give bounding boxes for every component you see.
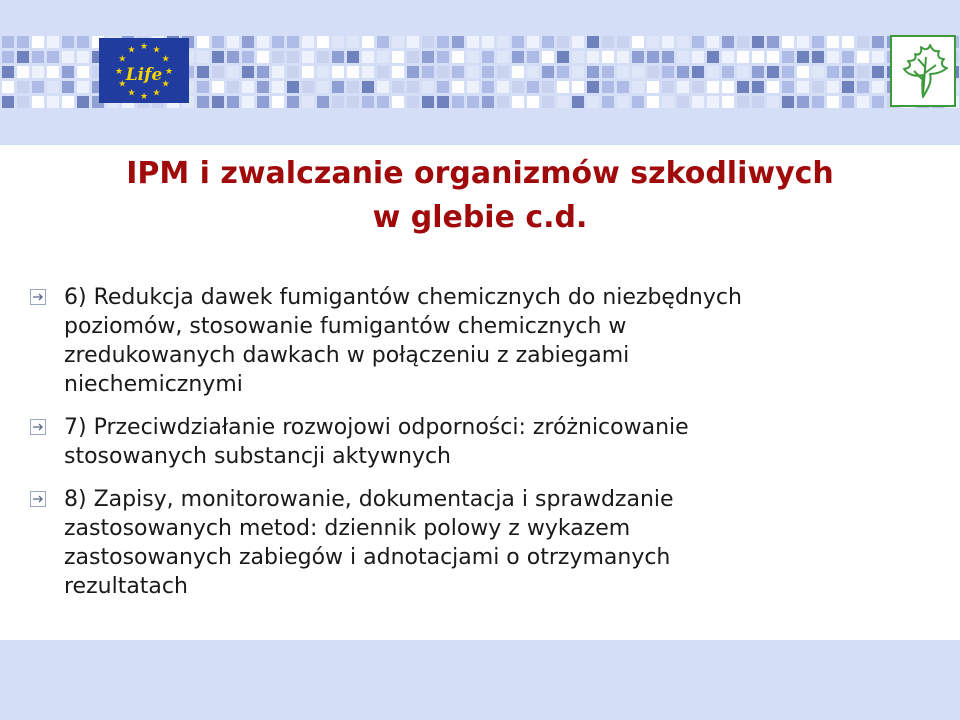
mosaic-tile [422,81,434,93]
mosaic-tile [47,81,59,93]
mosaic-tile [257,81,269,93]
mosaic-tile [722,81,734,93]
mosaic-tile [797,96,809,108]
mosaic-tile [722,36,734,48]
mosaic-tile [347,81,359,93]
mosaic-tile [242,51,254,63]
star-icon: ★ [139,92,149,102]
mosaic-tile [632,66,644,78]
mosaic-tile [647,66,659,78]
mosaic-tile [692,51,704,63]
mosaic-tile [842,81,854,93]
mosaic-tile [557,96,569,108]
mosaic-tile [752,36,764,48]
mosaic-tile [557,51,569,63]
mosaic-tile [47,66,59,78]
item-line: zastosowanych zabiegów i adnotacjami o otrzymanych [64,545,671,570]
mosaic-tile [287,66,299,78]
mosaic-tile [527,51,539,63]
mosaic-tile [377,96,389,108]
mosaic-tile [722,66,734,78]
star-icon: ★ [164,67,174,77]
slide-title [20,152,940,240]
mosaic-tile [557,66,569,78]
arrow-bullet-icon [30,491,46,507]
mosaic-tile [437,66,449,78]
mosaic-tile [332,51,344,63]
footer-band [0,640,960,720]
mosaic-tile [812,96,824,108]
arrow-bullet-icon [30,419,46,435]
mosaic-tile [752,96,764,108]
item-line: poziomów, stosowanie fumigantów chemicznych w [64,314,627,339]
mosaic-tile [317,81,329,93]
mosaic-tile [647,81,659,93]
mosaic-tile [392,51,404,63]
mosaic-tile [32,96,44,108]
mosaic-tile [272,66,284,78]
mosaic-tile [227,66,239,78]
mosaic-tile [737,96,749,108]
mosaic-tile [572,66,584,78]
mosaic-tile [422,51,434,63]
mosaic-tile [677,81,689,93]
mosaic-tile [842,36,854,48]
mosaic-tile [302,81,314,93]
mosaic-tile [77,81,89,93]
mosaic-tile [782,51,794,63]
star-icon: ★ [152,45,161,56]
mosaic-tile [227,36,239,48]
mosaic-tile [272,81,284,93]
mosaic-tile [527,96,539,108]
mosaic-tile [257,36,269,48]
mosaic-tile [617,96,629,108]
title-line-2: w glebie c.d. [372,200,588,235]
mosaic-tile [512,66,524,78]
mosaic-tile [2,36,14,48]
mosaic-tile [797,51,809,63]
mosaic-tile [722,51,734,63]
mosaic-tile [857,96,869,108]
mosaic-tile [677,36,689,48]
mosaic-tile [197,36,209,48]
mosaic-tile [782,96,794,108]
mosaic-tile [827,51,839,63]
bullet-list [30,283,910,615]
mosaic-tile [617,66,629,78]
mosaic-tile [377,81,389,93]
mosaic-tile [482,36,494,48]
mosaic-tile [602,66,614,78]
mosaic-tile [362,36,374,48]
mosaic-tile [542,81,554,93]
mosaic-tile [812,81,824,93]
mosaic-tile [362,81,374,93]
mosaic-tile [392,96,404,108]
mosaic-tile [692,81,704,93]
mosaic-tile [407,36,419,48]
mosaic-tile [407,51,419,63]
mosaic-tile [467,36,479,48]
mosaic-tile [587,81,599,93]
mosaic-tile [527,81,539,93]
mosaic-tile [677,51,689,63]
mosaic-tile [872,51,884,63]
mosaic-tile [587,96,599,108]
arrow-bullet-icon [30,289,46,305]
star-icon: ★ [127,45,136,56]
mosaic-tile [62,66,74,78]
mosaic-tile [32,66,44,78]
mosaic-tile [17,66,29,78]
mosaic-tile [647,36,659,48]
mosaic-tile [677,96,689,108]
mosaic-tile [347,36,359,48]
mosaic-tile [602,51,614,63]
oak-leaf-icon [904,45,947,97]
mosaic-tile [197,66,209,78]
item-line: niechemicznymi [64,372,243,397]
mosaic-tile [317,51,329,63]
mosaic-tile [47,51,59,63]
mosaic-tile [317,66,329,78]
mosaic-tile [872,66,884,78]
mosaic-tile [662,51,674,63]
mosaic-tile [197,81,209,93]
mosaic-tile [32,81,44,93]
mosaic-tile [77,51,89,63]
mosaic-tile [212,96,224,108]
mosaic-tile [47,36,59,48]
mosaic-tile [437,36,449,48]
mosaic-tile [452,81,464,93]
mosaic-tile [17,81,29,93]
eu-life-logo [99,38,189,103]
mosaic-tile [62,51,74,63]
mosaic-tile [452,51,464,63]
mosaic-tile [827,81,839,93]
star-icon: ★ [118,54,127,65]
mosaic-tile [2,51,14,63]
mosaic-tile [407,66,419,78]
mosaic-tile [362,51,374,63]
mosaic-tile [527,36,539,48]
mosaic-tile [77,66,89,78]
mosaic-tile [377,51,389,63]
mosaic-tile [857,66,869,78]
mosaic-tile [632,36,644,48]
mosaic-tile [482,51,494,63]
mosaic-tile [347,51,359,63]
mosaic-tile [782,66,794,78]
mosaic-tile [212,81,224,93]
mosaic-tile [422,66,434,78]
mosaic-tile [557,81,569,93]
mosaic-tile [497,36,509,48]
mosaic-tile [827,66,839,78]
mosaic-tile [707,66,719,78]
mosaic-tile [332,36,344,48]
mosaic-tile [302,51,314,63]
mosaic-tile [692,96,704,108]
mosaic-tile [767,66,779,78]
mosaic-tile [392,36,404,48]
mosaic-tile [512,81,524,93]
mosaic-tile [767,51,779,63]
mosaic-tile [62,96,74,108]
mosaic-tile [467,81,479,93]
mosaic-tile [707,96,719,108]
star-icon: ★ [118,79,127,90]
mosaic-tile [617,51,629,63]
mosaic-tile [482,81,494,93]
mosaic-tile [737,66,749,78]
mosaic-tile [302,66,314,78]
mosaic-tile [752,66,764,78]
mosaic-tile [212,51,224,63]
mosaic-tile [662,81,674,93]
mosaic-tile [497,96,509,108]
mosaic-tile [317,36,329,48]
mosaic-tile [572,81,584,93]
mosaic-tile [32,36,44,48]
mosaic-tile [77,96,89,108]
mosaic-tile [842,66,854,78]
mosaic-tile [452,36,464,48]
mosaic-tile [392,66,404,78]
mosaic-tile [677,66,689,78]
mosaic-tile [437,81,449,93]
mosaic-tile [557,36,569,48]
mosaic-tile [227,51,239,63]
mosaic-tile [257,51,269,63]
mosaic-tile [797,66,809,78]
mosaic-tile [602,36,614,48]
mosaic-tile [527,66,539,78]
mosaic-tile [767,36,779,48]
mosaic-tile [437,96,449,108]
oak-leaf-logo [890,35,956,107]
mosaic-tile [257,96,269,108]
mosaic-tile [242,81,254,93]
life-logo-text: Life [125,65,163,85]
mosaic-tile [212,36,224,48]
mosaic-tile [827,36,839,48]
item-line: zastosowanych metod: dziennik polowy z wykazem [64,516,631,541]
mosaic-tile [317,96,329,108]
star-icon: ★ [139,42,149,52]
mosaic-tile [512,36,524,48]
mosaic-tile [242,96,254,108]
mosaic-tile [407,81,419,93]
mosaic-tile [17,96,29,108]
mosaic-tile [272,51,284,63]
mosaic-tile [587,36,599,48]
mosaic-tile [572,36,584,48]
mosaic-tile [812,66,824,78]
mosaic-tile [497,66,509,78]
mosaic-tile [842,96,854,108]
mosaic-tile [332,81,344,93]
mosaic-tile [17,36,29,48]
mosaic-tile [287,81,299,93]
mosaic-tile [572,96,584,108]
mosaic-tile [722,96,734,108]
mosaic-tile [767,96,779,108]
mosaic-tile [197,96,209,108]
list-item [30,485,910,601]
mosaic-tile [647,96,659,108]
mosaic-tile [212,66,224,78]
mosaic-tile [362,66,374,78]
star-icon: ★ [127,88,136,99]
mosaic-tile [452,96,464,108]
mosaic-tile [602,96,614,108]
mosaic-tile [32,51,44,63]
item-line: stosowanych substancji aktywnych [64,444,451,469]
mosaic-tile [227,81,239,93]
star-icon: ★ [161,54,170,65]
mosaic-tile [302,36,314,48]
item-line: rezultatach [64,574,188,599]
mosaic-tile [2,81,14,93]
mosaic-tile [467,66,479,78]
mosaic-tile [542,96,554,108]
mosaic-tile [497,51,509,63]
mosaic-tile [662,66,674,78]
mosaic-tile [752,51,764,63]
mosaic-tile [632,96,644,108]
mosaic-tile [197,51,209,63]
mosaic-tile [812,51,824,63]
mosaic-tile [302,96,314,108]
mosaic-tile [797,81,809,93]
mosaic-tile [587,66,599,78]
mosaic-tile [272,36,284,48]
mosaic-tile [707,51,719,63]
star-icon: ★ [161,79,170,90]
mosaic-tile [437,51,449,63]
mosaic-tile [2,66,14,78]
mosaic-tile [617,36,629,48]
title-line-1: IPM i zwalczanie organizmów szkodliwych [126,156,834,191]
mosaic-tile [812,36,824,48]
mosaic-tile [602,81,614,93]
mosaic-tile [707,36,719,48]
mosaic-tile [587,51,599,63]
mosaic-tile [392,81,404,93]
mosaic-tile [467,96,479,108]
mosaic-tile [512,51,524,63]
mosaic-tile [737,51,749,63]
mosaic-tile [452,66,464,78]
star-icon: ★ [114,67,124,77]
mosaic-tile [407,96,419,108]
mosaic-tile [632,81,644,93]
mosaic-tile [872,36,884,48]
mosaic-tile [737,36,749,48]
mosaic-tile [842,51,854,63]
mosaic-tile [287,51,299,63]
mosaic-tile [542,36,554,48]
item-line: 7) Przeciwdziałanie rozwojowi odporności: zróżnicowanie [64,415,689,440]
mosaic-tile [857,51,869,63]
list-item [30,413,910,471]
mosaic-tile [62,81,74,93]
mosaic-tile [482,66,494,78]
mosaic-tile [572,51,584,63]
mosaic-tile [542,66,554,78]
mosaic-tile [827,96,839,108]
mosaic-tile [332,66,344,78]
mosaic-tile [347,96,359,108]
mosaic-tile [62,36,74,48]
mosaic-tile [767,81,779,93]
mosaic-tile [497,81,509,93]
star-icon: ★ [152,88,161,99]
mosaic-tile [482,96,494,108]
mosaic-tile [377,66,389,78]
mosaic-tile [647,51,659,63]
mosaic-tile [422,96,434,108]
mosaic-tile [872,96,884,108]
mosaic-tile [857,36,869,48]
mosaic-tile [467,51,479,63]
mosaic-tile [242,36,254,48]
mosaic-tile [707,81,719,93]
mosaic-tile [77,36,89,48]
mosaic-tile [2,96,14,108]
mosaic-tile [797,36,809,48]
mosaic-tile [347,66,359,78]
mosaic-tile [617,81,629,93]
mosaic-tile [692,36,704,48]
mosaic-tile [872,81,884,93]
mosaic-tile [272,96,284,108]
mosaic-tile [662,36,674,48]
mosaic-tile [332,96,344,108]
mosaic-tile [17,51,29,63]
mosaic-tile [242,66,254,78]
mosaic-tile [692,66,704,78]
mosaic-tile [257,66,269,78]
item-line: 6) Redukcja dawek fumigantów chemicznych do niezbędnych [64,285,742,310]
mosaic-tile [227,96,239,108]
item-line: zredukowanych dawkach w połączeniu z zabiegami [64,343,630,368]
mosaic-tile [287,36,299,48]
mosaic-tile [422,36,434,48]
mosaic-tile [737,81,749,93]
mosaic-tile [362,96,374,108]
mosaic-tile [857,81,869,93]
list-item [30,283,910,399]
mosaic-tile [377,36,389,48]
mosaic-tile [512,96,524,108]
item-line: 8) Zapisy, monitorowanie, dokumentacja i sprawdzanie [64,487,674,512]
mosaic-tile [782,36,794,48]
mosaic-tile [287,96,299,108]
mosaic-tile [47,96,59,108]
mosaic-tile [542,51,554,63]
mosaic-tile [632,51,644,63]
mosaic-tile [752,81,764,93]
mosaic-tile [662,96,674,108]
mosaic-tile [782,81,794,93]
